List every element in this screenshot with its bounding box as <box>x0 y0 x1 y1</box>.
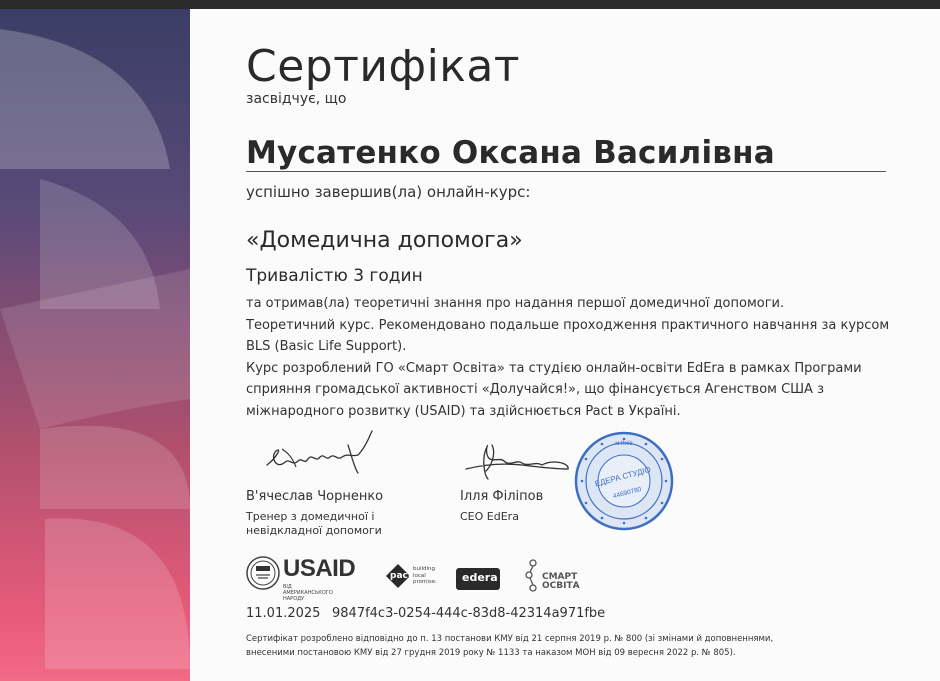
pact-logo-text: pact <box>390 571 413 581</box>
legal-line: Сертифікат розроблено відповідно до п. 13 постанови КМУ від 21 серпня 2019 р. № 800 (зі змінами й доповненнями, <box>246 634 774 644</box>
issue-date: 11.01.2025 <box>246 606 321 621</box>
smart-osvita-line: СМАРТ <box>542 572 578 582</box>
signature-image-left <box>262 427 382 487</box>
certificate-title: Сертифікат <box>246 41 520 92</box>
role-line: невідкладної допомоги <box>246 524 382 537</box>
pact-tagline-line: local <box>413 572 426 579</box>
legal-line: внесеними постановою КМУ від 27 грудня 2019 року № 1133 та наказом МОН від 09 вересня 2022 р. № 805). <box>246 648 736 658</box>
description-line: BLS (Basic Life Support). <box>246 339 407 354</box>
completed-text: успішно завершив(ла) онлайн-курс: <box>246 183 531 201</box>
description-line: Теоретичний курс. Рекомендовано подальше проходження практичного навчання за курсом <box>246 317 890 333</box>
course-title: «Домедична допомога» <box>246 228 523 253</box>
description-line: та отримав(ла) теоретичні знання про надання першої домедичної допомоги. <box>246 296 785 311</box>
certificate-description <box>246 293 896 422</box>
official-stamp <box>572 429 676 533</box>
stamp-code: 44690780 <box>612 485 643 501</box>
role-line: Тренер з домедичної і <box>246 510 375 523</box>
signatory-right-name: Ілля Філіпов <box>460 489 544 504</box>
pact-tagline-line: promise. <box>413 579 437 585</box>
stamp-center-text: ЕДЕРА СТУДІО <box>593 464 652 489</box>
description-line: сприяння громадської активності «Долучайся!», що фінансується Агенством США з <box>246 382 824 397</box>
recipient-name: Мусатенко Оксана Василівна <box>246 135 886 172</box>
signatory-right-role: CEO EdEra <box>460 510 519 523</box>
pact-tagline <box>413 566 437 586</box>
certificate-id: 9847f4c3-0254-444c-83d8-42314a971fbe <box>332 606 606 621</box>
smart-osvita-text <box>542 573 580 591</box>
certificate-subtitle: засвідчує, що <box>246 91 347 107</box>
top-bar <box>0 0 940 9</box>
edera-logo-text: edera <box>462 571 498 584</box>
smart-osvita-icon <box>525 559 541 593</box>
signature-image-right <box>462 435 574 485</box>
pact-tagline-line: building <box>413 566 436 572</box>
usaid-seal-icon <box>245 555 281 591</box>
certificate-page <box>0 9 940 681</box>
sidebar-pattern <box>0 9 190 681</box>
usaid-subtext: ВІД АМЕРИКАНСЬКОГО НАРОДУ <box>283 584 333 602</box>
smart-osvita-line: ОСВІТА <box>542 581 580 591</box>
course-duration: Тривалістю 3 годин <box>246 266 423 286</box>
stamp-city: м.Київ <box>615 441 633 447</box>
description-line: Курс розроблений ГО «Смарт Освіта» та студією онлайн-освіти EdEra в рамках Програми <box>246 360 862 376</box>
legal-note <box>246 632 806 660</box>
signatory-left-role <box>246 510 382 538</box>
description-line: міжнародного розвитку (USAID) та здійснюється Pact в Україні. <box>246 403 681 419</box>
usaid-logo-text: USAID <box>283 555 356 582</box>
signatory-left-name: В'ячеслав Чорненко <box>246 489 384 504</box>
decorative-sidebar <box>0 9 190 681</box>
